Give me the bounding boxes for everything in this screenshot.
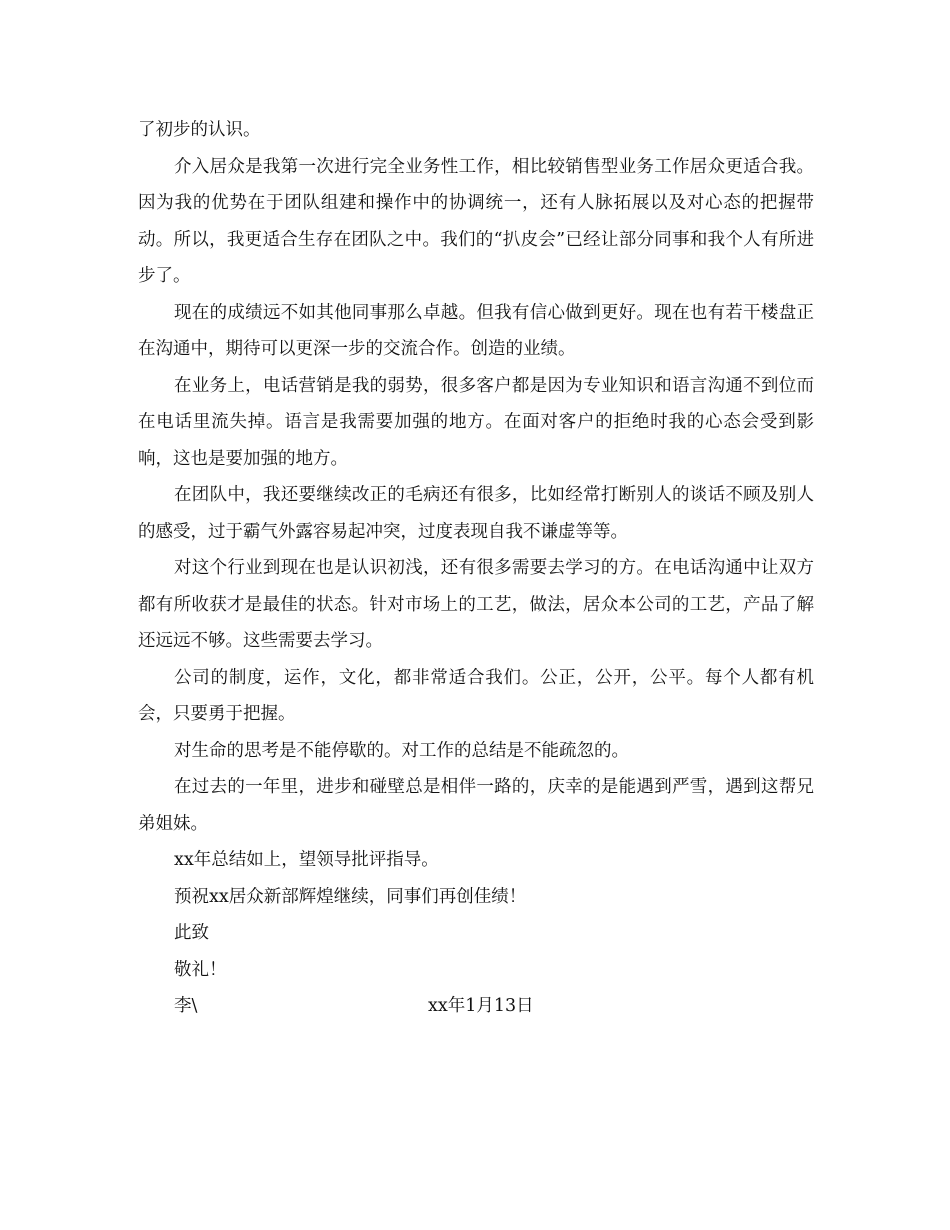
paragraph-industry-learning: 对这个行业到现在也是认识初浅，还有很多需要去学习的方。在电话沟通中让双方都有所收获才是最佳的状态。针对市场上的工艺，做法，居众本公司的工艺，产品了解还远远不够。这些需要去学习。 — [138, 558, 814, 651]
signature-date: xx年1月13日 — [428, 996, 534, 1016]
paragraph-company-culture: 公司的制度，运作，文化，都非常适合我们。公正，公开，公平。每个人都有机会，只要勇于把握。 — [138, 667, 814, 724]
paragraph-business-weakness: 在业务上，电话营销是我的弱势，很多客户都是因为专业知识和语言沟通不到位而在电话里流失掉。语言是我需要加强的地方。在面对客户的拒绝时我的心态会受到影响，这也是要加强的地方。 — [138, 375, 814, 469]
document-body — [138, 112, 814, 1025]
paragraph-continuation: 了初步的认识。 — [138, 120, 261, 140]
closing-salutation: 此致 — [174, 923, 209, 943]
paragraph-team-faults: 在团队中，我还要继续改正的毛病还有很多，比如经常打断别人的谈话不顾及别人的感受，过于霸气外露容易起冲突，过度表现自我不谦虚等等。 — [138, 485, 814, 542]
paragraph-reflection: 对生命的思考是不能停歇的。对工作的总结是不能疏忽的。 — [174, 740, 629, 761]
closing-regards: 敬礼！ — [174, 959, 227, 980]
paragraph-performance: 现在的成绩远不如其他同事那么卓越。但我有信心做到更好。现在也有若干楼盘正在沟通中，期待可以更深一步的交流合作。创造的业绩。 — [138, 302, 814, 359]
paragraph-joining-juzhong: 介入居众是我第一次进行完全业务性工作，相比较销售型业务工作居众更适合我。因为我的优势在于团队组建和操作中的协调统一，还有人脉拓展以及对心态的把握带动。所以，我更适合生存在团队之中。我们的“扒皮会”已经让部分同事和我个人有所进步了。 — [138, 156, 814, 286]
paragraph-summary: xx年总结如上，望领导批评指导。 — [174, 850, 439, 870]
paragraph-wishes: 预祝xx居众新部辉煌继续，同事们再创佳绩！ — [174, 886, 527, 907]
paragraph-past-year: 在过去的一年里，进步和碰壁总是相伴一路的，庆幸的是能遇到严雪，遇到这帮兄弟姐妹。 — [138, 777, 814, 834]
signature-line — [138, 988, 814, 1025]
signature-name: 李\ — [174, 996, 198, 1016]
